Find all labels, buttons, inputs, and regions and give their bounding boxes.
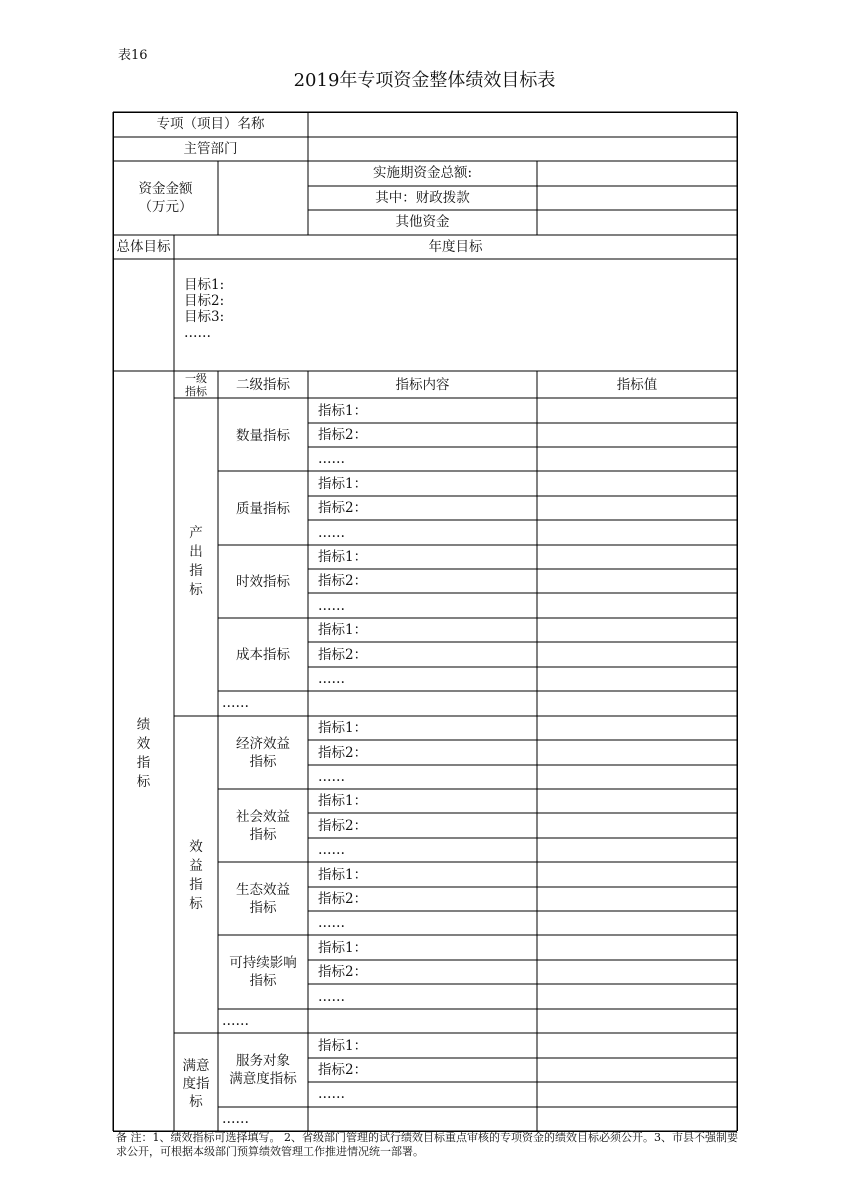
ecological-indicator-b: 指标 — [249, 900, 277, 916]
indicator-item: 指标2： — [318, 818, 368, 834]
output-more: …… — [222, 695, 249, 711]
satisfaction-more: …… — [222, 1111, 249, 1127]
sustainable-indicator-b: 指标 — [249, 973, 277, 989]
benefit-indicator-label: 效益指标 — [189, 839, 203, 912]
indicator-item: …… — [318, 915, 345, 931]
indicator-item: 指标2： — [318, 573, 368, 589]
goal-item: …… — [184, 325, 211, 341]
level1-header-a: 一级 — [185, 372, 207, 385]
overall-goal-label: 总体目标 — [116, 239, 171, 255]
social-indicator-a: 社会效益 — [236, 809, 290, 825]
indicator-item: …… — [318, 671, 345, 687]
indicator-item: 指标1： — [318, 622, 368, 638]
total-funds-label: 实施期资金总额: — [372, 165, 473, 181]
funds-unit-label: （万元） — [138, 199, 193, 215]
level2-header: 二级指标 — [236, 377, 290, 393]
indicator-item: 指标1： — [318, 867, 368, 883]
service-indicator-b: 满意度指标 — [229, 1071, 297, 1087]
indicator-item: …… — [318, 598, 345, 614]
output-indicator-label: 产出指标 — [189, 525, 203, 598]
indicator-item: 指标2： — [318, 891, 368, 907]
indicator-item: 指标1： — [318, 793, 368, 809]
content-header: 指标内容 — [395, 377, 450, 393]
fiscal-funds-label: 其中：财政拨款 — [375, 190, 470, 206]
footnote: 备 注：1、绩效指标可选择填写。 2、省级部门管理的试行绩效目标重点审核的专项资金的绩效目标必须公开。3、市县不强制要求公开，可根据本级部门预算绩效管理工作推进情况统一部署。 — [116, 1131, 738, 1158]
table-number: 表16 — [118, 48, 148, 63]
goal-item: 目标2: — [184, 293, 225, 309]
department-label: 主管部门 — [183, 141, 238, 157]
indicator-item: 指标2： — [318, 647, 368, 663]
quality-indicator: 质量指标 — [236, 501, 290, 517]
page-title: 2019年专项资金整体绩效目标表 — [293, 70, 556, 91]
economic-indicator-a: 经济效益 — [236, 736, 290, 752]
indicator-item: 指标1： — [318, 1038, 368, 1054]
goal-item: 目标3: — [184, 309, 225, 325]
performance-indicator-label: 绩效指标 — [136, 717, 151, 790]
indicator-item: 指标1： — [318, 403, 368, 419]
indicator-item: 指标1： — [318, 720, 368, 736]
indicator-item: …… — [318, 525, 345, 541]
sustainable-indicator-a: 可持续影响 — [229, 955, 297, 971]
funds-amount-label: 资金金额 — [138, 181, 193, 197]
indicator-item: 指标2： — [318, 500, 368, 516]
satisfaction-indicator-label-a: 满意 — [182, 1058, 210, 1074]
annual-goal-label: 年度目标 — [428, 239, 483, 255]
other-funds-label: 其他资金 — [395, 214, 450, 230]
indicator-item: 指标1： — [318, 940, 368, 956]
indicator-item: …… — [318, 842, 345, 858]
cost-indicator: 成本指标 — [236, 647, 290, 663]
service-indicator-a: 服务对象 — [236, 1053, 290, 1069]
indicator-item: 指标2： — [318, 1062, 368, 1078]
indicator-item: 指标2： — [318, 745, 368, 761]
goal-list — [184, 277, 224, 341]
indicator-item: …… — [318, 989, 345, 1005]
project-name-label: 专项（项目）名称 — [156, 116, 265, 132]
indicator-item: …… — [318, 451, 345, 467]
goal-item: 目标1: — [184, 277, 225, 293]
value-header: 指标值 — [616, 377, 658, 393]
indicator-item: 指标1： — [318, 476, 368, 492]
indicator-item: 指标1： — [318, 549, 368, 565]
indicator-item: …… — [318, 1086, 345, 1102]
satisfaction-indicator-label-c: 标 — [189, 1094, 203, 1110]
level1-header-b: 指标 — [185, 385, 207, 398]
ecological-indicator-a: 生态效益 — [236, 882, 290, 898]
quantity-indicator: 数量指标 — [236, 428, 290, 444]
satisfaction-indicator-label-b: 度指 — [182, 1076, 210, 1092]
indicator-item: 指标2： — [318, 427, 368, 443]
indicator-item: 指标2： — [318, 964, 368, 980]
social-indicator-b: 指标 — [249, 827, 277, 843]
indicator-item: …… — [318, 769, 345, 785]
timeliness-indicator: 时效指标 — [236, 574, 290, 590]
benefit-more: …… — [222, 1013, 249, 1029]
economic-indicator-b: 指标 — [249, 754, 277, 770]
